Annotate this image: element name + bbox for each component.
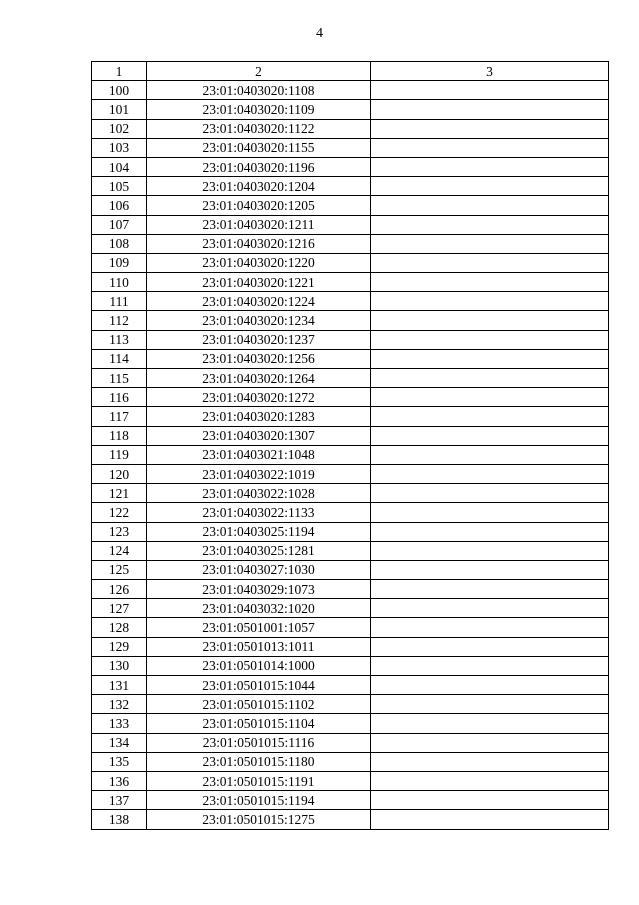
cadastral-number-cell: 23:01:0403027:1030	[147, 560, 371, 579]
note-cell	[371, 618, 609, 637]
table-row	[92, 215, 609, 234]
table-row	[92, 388, 609, 407]
row-number-cell: 102	[92, 119, 147, 138]
cadastral-number-cell: 23:01:0403020:1211	[147, 215, 371, 234]
cadastral-number-cell: 23:01:0501015:1102	[147, 695, 371, 714]
cadastral-number-cell: 23:01:0501015:1194	[147, 791, 371, 810]
table-row	[92, 580, 609, 599]
table-row	[92, 311, 609, 330]
cadastral-number-cell: 23:01:0403020:1196	[147, 157, 371, 176]
row-number-cell: 111	[92, 292, 147, 311]
row-number-cell: 119	[92, 445, 147, 464]
row-number-cell: 129	[92, 637, 147, 656]
note-cell	[371, 464, 609, 483]
cadastral-number-cell: 23:01:0403020:1122	[147, 119, 371, 138]
cadastral-number-cell: 23:01:0403020:1205	[147, 196, 371, 215]
row-number-cell: 107	[92, 215, 147, 234]
note-cell	[371, 791, 609, 810]
note-cell	[371, 503, 609, 522]
row-number-cell: 117	[92, 407, 147, 426]
cadastral-number-cell: 23:01:0403020:1256	[147, 349, 371, 368]
table-row	[92, 771, 609, 790]
row-number-cell: 132	[92, 695, 147, 714]
column-header-1: 1	[92, 62, 147, 81]
table-row	[92, 349, 609, 368]
note-cell	[371, 388, 609, 407]
table-row	[92, 157, 609, 176]
table-row	[92, 196, 609, 215]
row-number-cell: 131	[92, 676, 147, 695]
cadastral-number-cell: 23:01:0403020:1220	[147, 253, 371, 272]
table-row	[92, 637, 609, 656]
note-cell	[371, 119, 609, 138]
table-row	[92, 695, 609, 714]
cadastral-number-cell: 23:01:0403022:1133	[147, 503, 371, 522]
cadastral-number-cell: 23:01:0403021:1048	[147, 445, 371, 464]
cadastral-number-cell: 23:01:0501013:1011	[147, 637, 371, 656]
note-cell	[371, 330, 609, 349]
note-cell	[371, 157, 609, 176]
row-number-cell: 133	[92, 714, 147, 733]
cadastral-number-cell: 23:01:0403020:1109	[147, 100, 371, 119]
note-cell	[371, 426, 609, 445]
table-row	[92, 119, 609, 138]
cadastral-number-cell: 23:01:0403020:1224	[147, 292, 371, 311]
row-number-cell: 108	[92, 234, 147, 253]
table-row	[92, 81, 609, 100]
row-number-cell: 118	[92, 426, 147, 445]
note-cell	[371, 215, 609, 234]
cadastral-number-cell: 23:01:0403020:1234	[147, 311, 371, 330]
registry-table	[91, 61, 609, 830]
note-cell	[371, 752, 609, 771]
table-row	[92, 810, 609, 829]
row-number-cell: 124	[92, 541, 147, 560]
cadastral-number-cell: 23:01:0403025:1281	[147, 541, 371, 560]
row-number-cell: 130	[92, 656, 147, 675]
cadastral-number-cell: 23:01:0501015:1191	[147, 771, 371, 790]
table-row	[92, 234, 609, 253]
cadastral-number-cell: 23:01:0501015:1044	[147, 676, 371, 695]
table-row	[92, 752, 609, 771]
table-row	[92, 618, 609, 637]
row-number-cell: 114	[92, 349, 147, 368]
row-number-cell: 104	[92, 157, 147, 176]
row-number-cell: 135	[92, 752, 147, 771]
cadastral-number-cell: 23:01:0403020:1155	[147, 138, 371, 157]
cadastral-number-cell: 23:01:0403020:1283	[147, 407, 371, 426]
table-row	[92, 100, 609, 119]
table-row	[92, 177, 609, 196]
note-cell	[371, 733, 609, 752]
note-cell	[371, 407, 609, 426]
table-row	[92, 676, 609, 695]
table-row	[92, 656, 609, 675]
cadastral-number-cell: 23:01:0501015:1275	[147, 810, 371, 829]
note-cell	[371, 560, 609, 579]
note-cell	[371, 253, 609, 272]
note-cell	[371, 810, 609, 829]
note-cell	[371, 541, 609, 560]
table-row	[92, 733, 609, 752]
note-cell	[371, 177, 609, 196]
table-header	[92, 62, 609, 81]
row-number-cell: 134	[92, 733, 147, 752]
cadastral-number-cell: 23:01:0403020:1272	[147, 388, 371, 407]
note-cell	[371, 100, 609, 119]
cadastral-number-cell: 23:01:0403029:1073	[147, 580, 371, 599]
cadastral-number-cell: 23:01:0501015:1116	[147, 733, 371, 752]
table-row	[92, 138, 609, 157]
row-number-cell: 103	[92, 138, 147, 157]
row-number-cell: 101	[92, 100, 147, 119]
cadastral-number-cell: 23:01:0403025:1194	[147, 522, 371, 541]
note-cell	[371, 522, 609, 541]
note-cell	[371, 484, 609, 503]
row-number-cell: 106	[92, 196, 147, 215]
table-row	[92, 369, 609, 388]
note-cell	[371, 311, 609, 330]
row-number-cell: 105	[92, 177, 147, 196]
table-row	[92, 407, 609, 426]
table-row	[92, 426, 609, 445]
note-cell	[371, 369, 609, 388]
table-row	[92, 560, 609, 579]
table-row	[92, 464, 609, 483]
cadastral-number-cell: 23:01:0403022:1028	[147, 484, 371, 503]
note-cell	[371, 445, 609, 464]
page-number: 4	[316, 26, 323, 41]
row-number-cell: 115	[92, 369, 147, 388]
table-row	[92, 253, 609, 272]
column-header-2: 2	[147, 62, 371, 81]
row-number-cell: 137	[92, 791, 147, 810]
header-row	[92, 62, 609, 81]
note-cell	[371, 637, 609, 656]
table-row	[92, 541, 609, 560]
note-cell	[371, 234, 609, 253]
table-row	[92, 273, 609, 292]
row-number-cell: 136	[92, 771, 147, 790]
note-cell	[371, 656, 609, 675]
cadastral-number-cell: 23:01:0501014:1000	[147, 656, 371, 675]
table-row	[92, 445, 609, 464]
cadastral-number-cell: 23:01:0403020:1204	[147, 177, 371, 196]
cadastral-number-cell: 23:01:0501015:1104	[147, 714, 371, 733]
table-row	[92, 599, 609, 618]
note-cell	[371, 292, 609, 311]
row-number-cell: 116	[92, 388, 147, 407]
note-cell	[371, 273, 609, 292]
note-cell	[371, 599, 609, 618]
note-cell	[371, 81, 609, 100]
column-header-3: 3	[371, 62, 609, 81]
table-row	[92, 292, 609, 311]
row-number-cell: 121	[92, 484, 147, 503]
note-cell	[371, 695, 609, 714]
row-number-cell: 123	[92, 522, 147, 541]
table-row	[92, 330, 609, 349]
table-row	[92, 484, 609, 503]
row-number-cell: 113	[92, 330, 147, 349]
note-cell	[371, 196, 609, 215]
row-number-cell: 127	[92, 599, 147, 618]
table-row	[92, 522, 609, 541]
row-number-cell: 126	[92, 580, 147, 599]
note-cell	[371, 714, 609, 733]
cadastral-number-cell: 23:01:0403020:1307	[147, 426, 371, 445]
note-cell	[371, 580, 609, 599]
table-body	[92, 81, 609, 829]
cadastral-number-cell: 23:01:0501015:1180	[147, 752, 371, 771]
row-number-cell: 128	[92, 618, 147, 637]
row-number-cell: 109	[92, 253, 147, 272]
note-cell	[371, 349, 609, 368]
row-number-cell: 100	[92, 81, 147, 100]
row-number-cell: 110	[92, 273, 147, 292]
row-number-cell: 120	[92, 464, 147, 483]
row-number-cell: 112	[92, 311, 147, 330]
note-cell	[371, 138, 609, 157]
row-number-cell: 125	[92, 560, 147, 579]
cadastral-number-cell: 23:01:0403020:1216	[147, 234, 371, 253]
cadastral-number-cell: 23:01:0403022:1019	[147, 464, 371, 483]
cadastral-number-cell: 23:01:0403020:1264	[147, 369, 371, 388]
cadastral-number-cell: 23:01:0403020:1108	[147, 81, 371, 100]
table-row	[92, 791, 609, 810]
note-cell	[371, 771, 609, 790]
cadastral-number-cell: 23:01:0403032:1020	[147, 599, 371, 618]
table-row	[92, 503, 609, 522]
note-cell	[371, 676, 609, 695]
cadastral-number-cell: 23:01:0403020:1221	[147, 273, 371, 292]
cadastral-number-cell: 23:01:0501001:1057	[147, 618, 371, 637]
row-number-cell: 138	[92, 810, 147, 829]
table-row	[92, 714, 609, 733]
cadastral-number-cell: 23:01:0403020:1237	[147, 330, 371, 349]
row-number-cell: 122	[92, 503, 147, 522]
